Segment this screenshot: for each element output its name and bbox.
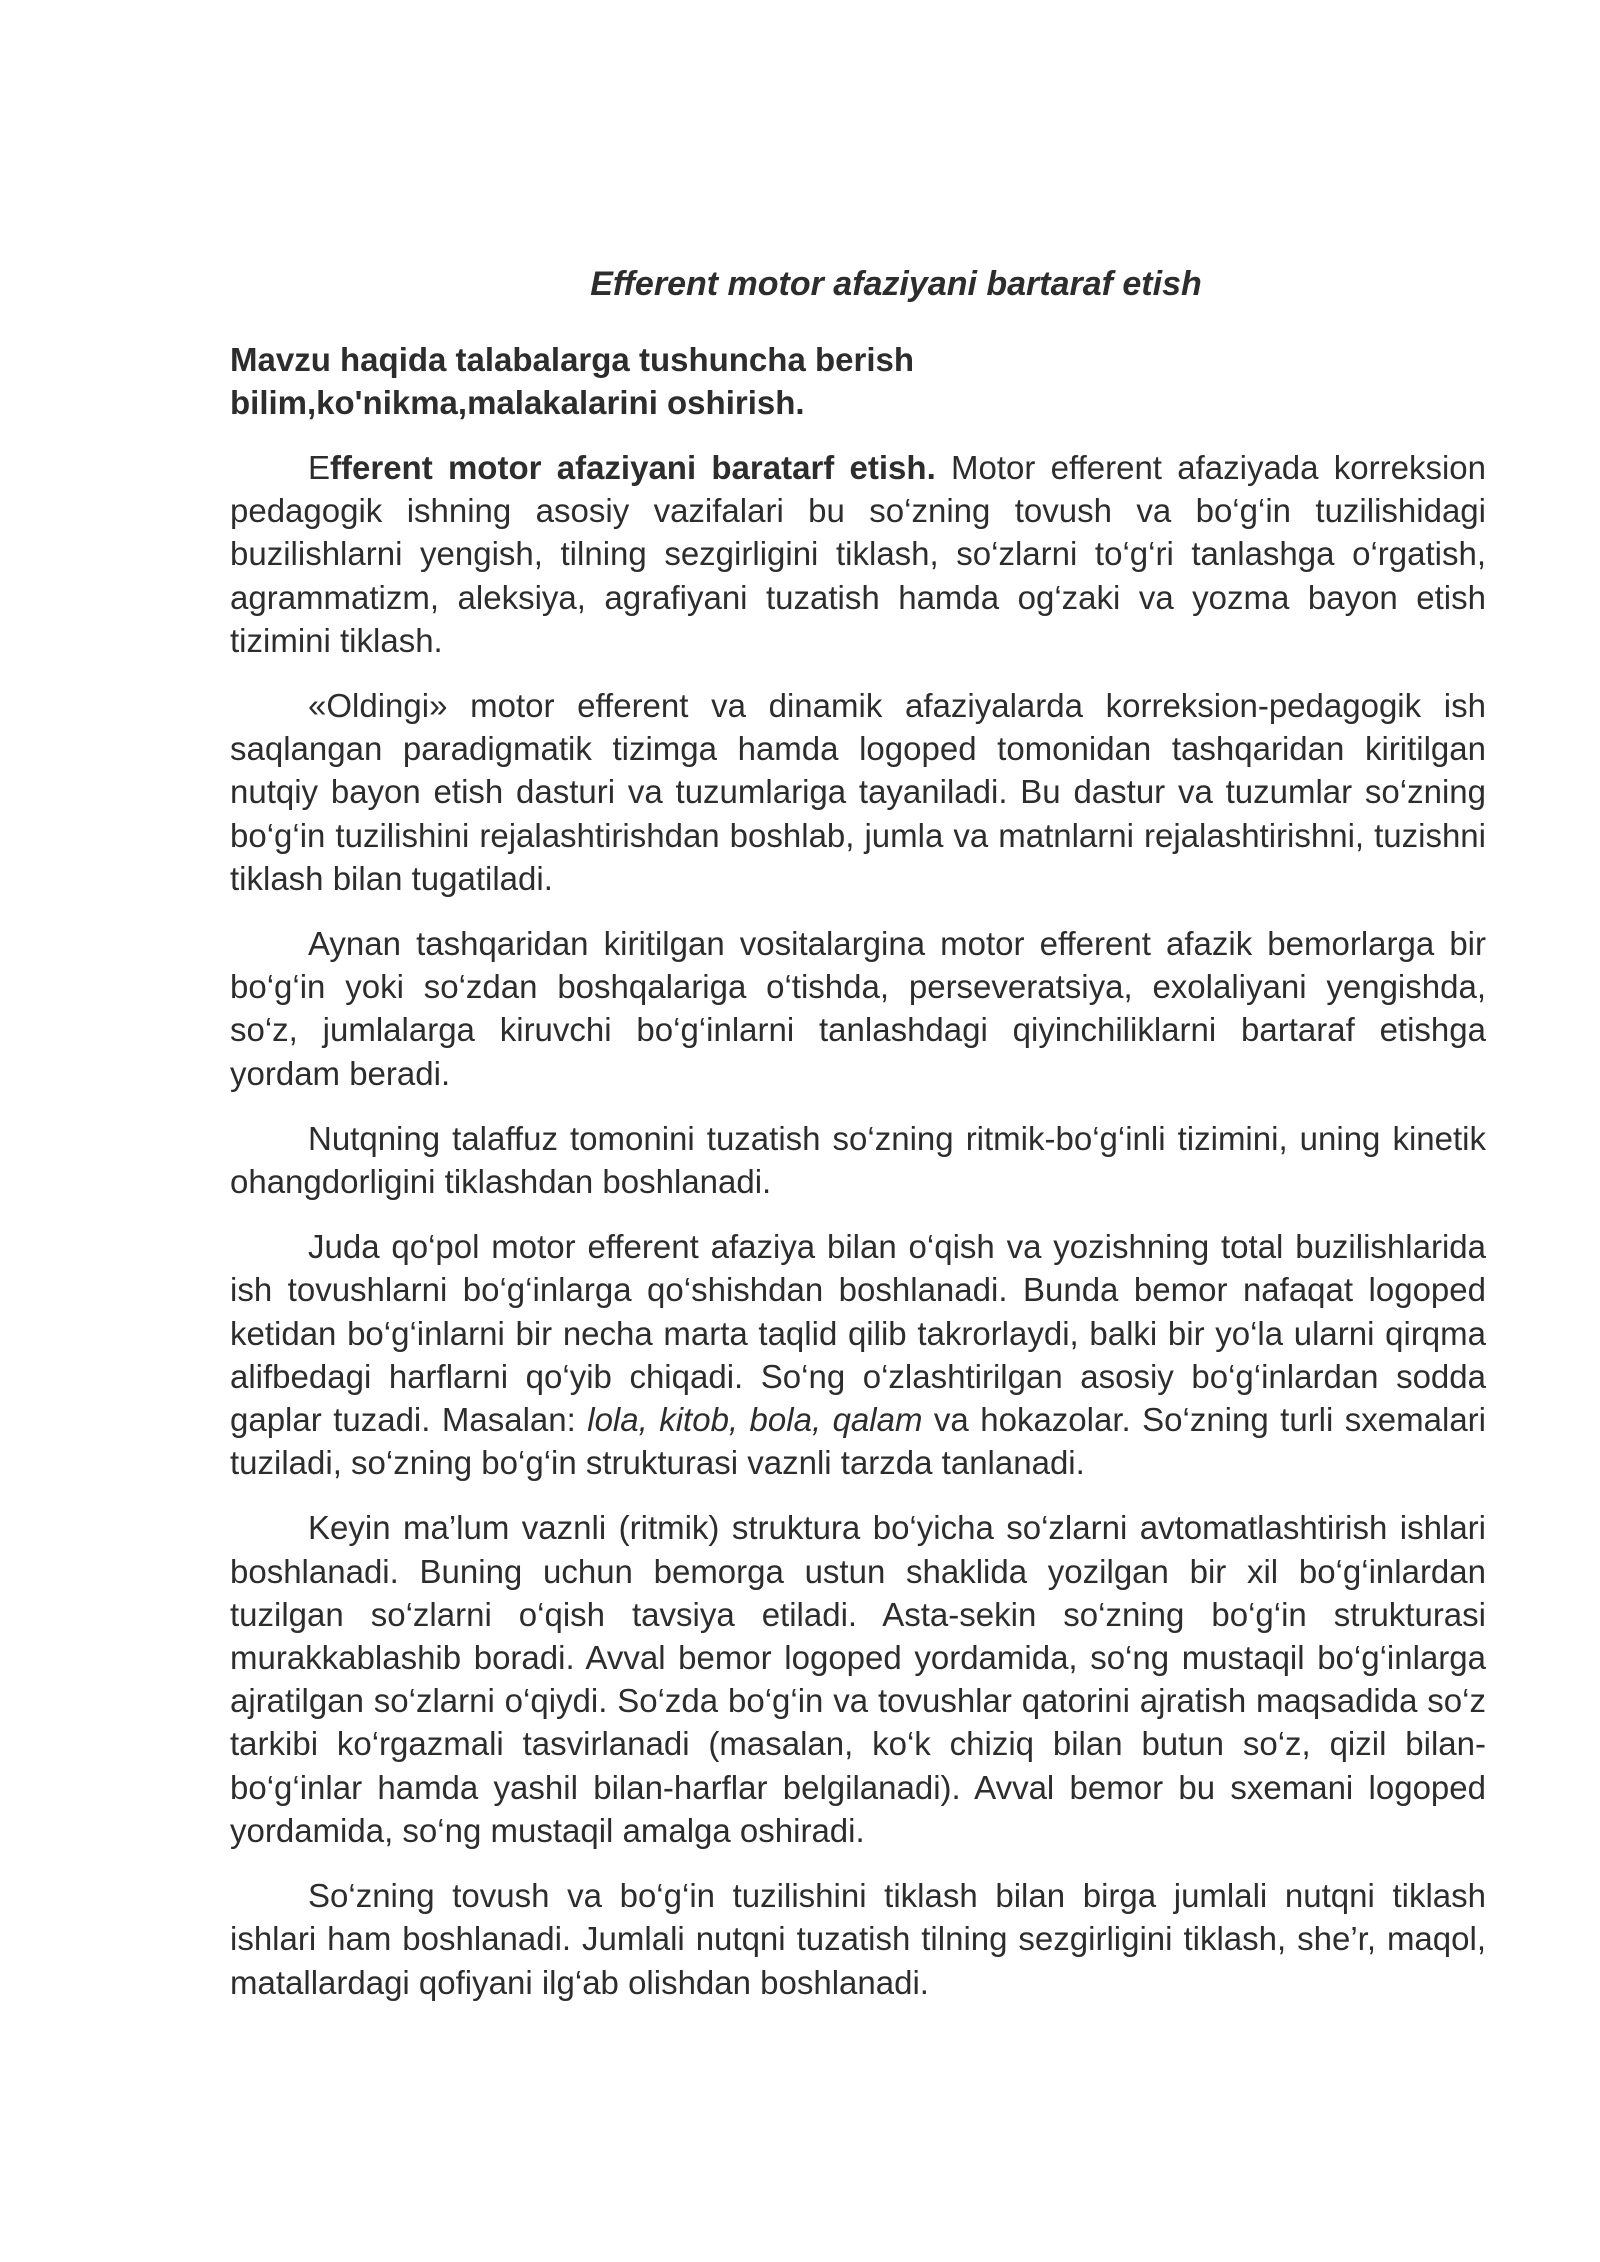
document-body (230, 446, 1486, 2004)
text-run: Nutqning talaffuz tomonini tuzatish so‘zning ritmik-bo‘g‘inli tizimini, uning kinetik ohangdorligini tiklashdan boshlanadi. (230, 1119, 1486, 1201)
text-run: va hokazolar. So‘zning turli sxemalari tuziladi, so‘zning bo‘g‘in strukturasi vaznli tarzda tanlanadi. (230, 1401, 1486, 1482)
text-run: So‘zning tovush va bo‘g‘in tuzilishini tiklash bilan birga jumlali nutqni tiklash ishlari ham boshlanadi. Jumlali nutqni tuzatish tilning sezgirligini tiklash, she’r, maqol, matallardagi qofiyani ilg‘ab olishdan boshlanadi. (230, 1877, 1486, 2001)
text-run: Keyin ma’lum vaznli (ritmik) struktura bo‘yicha so‘zlarni avtomatlashtirish ishlari boshlanadi. Buning uchun bemorga ustun shaklida yozilgan bir xil bo‘g‘inlardan tuzilgan so‘zlarni o‘qish tavsiya etiladi. Asta-sekin so‘zning bo‘g‘in strukturasi murakkablashib boradi. Avval bemor logoped yordamida, so‘ng mustaqil bo‘g‘inlarga ajratilgan so‘zlarni o‘qiydi. So‘zda bo‘g‘in va tovushlar qatorini ajratish maqsadida so‘z tarkibi ko‘rgazmali tasvirlanadi (masalan, ko‘k chiziq bilan butun so‘z, qizil bilan-bo‘g‘inlar hamda yashil bilan-harflar belgilanadi). Avval bemor bu sxemani logoped yordamida, so‘ng mustaqil amalga oshiradi. (230, 1509, 1486, 1849)
body-paragraph (230, 446, 1486, 662)
body-paragraph (230, 922, 1486, 1095)
document-title: Efferent motor afaziyani bartaraf etish (590, 265, 1202, 303)
text-run: E (308, 449, 331, 486)
text-run: Aynan tashqaridan kiritilgan vositalargina motor efferent afazik bemorlarga bir bo‘g‘in yoki so‘zdan boshqalariga o‘tishda, perseveratsiya, exolaliyani yengishda, so‘z, jumlalarga kiruvchi bo‘g‘inlarni tanlashdagi qiyinchiliklarni bartaraf etishga yordam beradi. (230, 925, 1486, 1092)
text-run: Motor efferent afaziyada korreksion pedagogik ishning asosiy vazifalari bu so‘zning tovush va bo‘g‘in tuzilishidagi buzilishlarni yengish, tilning sezgirligini tiklash, so‘zlarni to‘g‘ri tanlashga o‘rgatish, agrammatizm, aleksiya, agrafiyani tuzatish hamda og‘zaki va yozma bayon etish tizimini tiklash. (230, 449, 1486, 659)
text-run: «Oldingi» motor efferent va dinamik afaziyalarda korreksion-pedagogik ish saqlangan paradigmatik tizimga hamda logoped tomonidan tashqaridan kiritilgan nutqiy bayon etish dasturi va tuzumlariga tayaniladi. Bu dastur va tuzumlar so‘zning bo‘g‘in tuzilishini rejalashtirishdan boshlab, jumla va matnlarni rejalashtirishni, tuzishni tiklash bilan tugatiladi. (230, 687, 1486, 897)
body-paragraph (230, 1874, 1486, 2004)
text-run: Juda qo‘pol motor efferent afaziya bilan o‘qish va yozishning total buzilishlarida ish tovushlarni bo‘g‘inlarga qo‘shishdan boshlanadi. Bunda bemor nafaqat logoped ketidan bo‘g‘inlarni bir necha marta taqlid qilib takrorlaydi, balki bir yo‘la ularni qirqma alifbedagi harflarni qo‘yib chiqadi. So‘ng o‘zlashtirilgan asosiy bo‘g‘inlardan sodda gaplar tuzadi. Masalan: (230, 1228, 1486, 1439)
body-paragraph (230, 1225, 1486, 1484)
body-paragraph (230, 684, 1486, 900)
bold-run: fferent motor afaziyani baratarf etish. (330, 449, 936, 486)
document-page (230, 262, 1486, 2026)
body-paragraph (230, 1506, 1486, 1852)
italic-run: lola, kitob, bola, qalam (587, 1401, 923, 1439)
body-paragraph (230, 1117, 1486, 1203)
topic-heading: Mavzu haqida talabalarga tushuncha berish bilim,ko'nikma,malakalarini oshirish. (230, 341, 914, 421)
